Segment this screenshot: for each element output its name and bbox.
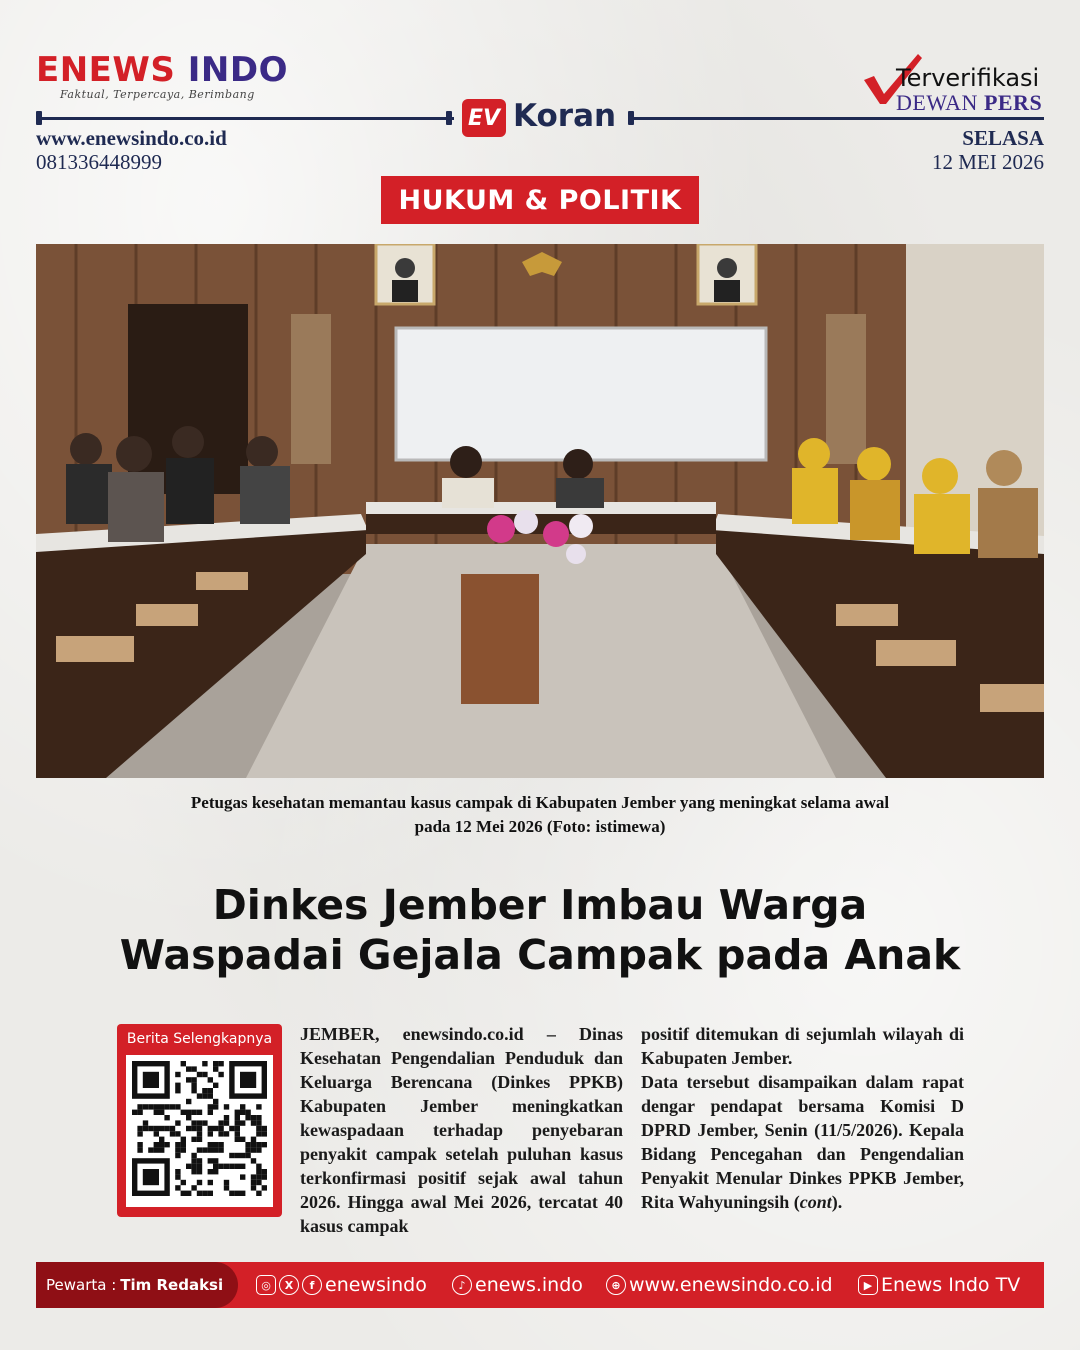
- rule-cap-mid-right: [628, 111, 634, 125]
- article-p2-text: Data tersebut disampaikan dalam rapat dengar pendapat bersama Komisi D DPRD Jember, Senin (11/5/2026). Kepala Bidang Pencegahan dan Pengendalian Penyakit Menular Dinkes PPKB Jember, Rita Wahyuningsih (: [641, 1072, 964, 1212]
- article-column-2-p2: [641, 1070, 964, 1214]
- reporter-tag: [36, 1262, 238, 1308]
- header-rule-right: [628, 117, 1044, 120]
- header-phone: 081336448999: [36, 150, 162, 174]
- social-handle[interactable]: enewsindo: [325, 1274, 427, 1296]
- verified-by-part2: PERS: [983, 90, 1043, 115]
- edition-date: 12 MEI 2026: [932, 150, 1044, 174]
- reporter-name: Tim Redaksi: [120, 1276, 224, 1294]
- article-cont: cont: [799, 1192, 832, 1212]
- facebook-icon[interactable]: f: [302, 1275, 322, 1295]
- footer-website[interactable]: [606, 1262, 833, 1308]
- footer-website-text[interactable]: www.enewsindo.co.id: [629, 1274, 833, 1296]
- globe-icon[interactable]: ⊕: [606, 1275, 626, 1295]
- edition-day: SELASA: [962, 126, 1044, 150]
- article-column-1: JEMBER, enewsindo.co.id – Dinas Kesehatan Pengendalian Penduduk dan Keluarga Berencana (Dinkes PPKB) Kabupaten Jember meningkatkan kewaspadaan terhadap penyebaran penyakit campak setelah puluhan kasus terkonfirmasi positif sejak awal tahun 2026. Hingga awal Mei 2026, tercatat 40 kasus campak: [300, 1024, 623, 1236]
- verified-by: [896, 90, 1042, 116]
- headline: [40, 880, 1040, 980]
- youtube-channel[interactable]: Enews Indo TV: [881, 1274, 1021, 1296]
- caption-line2: pada 12 Mei 2026 (Foto: istimewa): [414, 817, 666, 836]
- article-p2-end: ).: [831, 1192, 843, 1212]
- rule-cap-left: [36, 111, 42, 125]
- qr-title: Berita Selengkapnya: [126, 1031, 273, 1047]
- footer-youtube[interactable]: [858, 1262, 1020, 1308]
- headline-line2: Waspadai Gejala Campak pada Anak: [119, 931, 961, 979]
- brand-logo: [36, 50, 288, 90]
- header-rule-left: [36, 117, 454, 120]
- rule-cap-mid-left: [446, 111, 452, 125]
- article-column-2: [641, 1022, 964, 1214]
- verified-label: Terverifikasi: [896, 64, 1040, 92]
- article-column-2-p1: positif ditemukan di sejumlah wilayah di Kabupaten Jember.: [641, 1024, 964, 1068]
- tiktok-icon[interactable]: ♪: [452, 1275, 472, 1295]
- header-website[interactable]: www.enewsindo.co.id: [36, 126, 227, 150]
- brand-part1: ENEWS: [36, 50, 176, 90]
- edition-logo: EV: [462, 99, 506, 137]
- headline-line1: Dinkes Jember Imbau Warga: [212, 881, 868, 929]
- instagram-icon[interactable]: ◎: [256, 1275, 276, 1295]
- tagline: Faktual, Terpercaya, Berimbang: [60, 88, 255, 101]
- news-photo: [36, 244, 1044, 778]
- caption-line1: Petugas kesehatan memantau kasus campak di Kabupaten Jember yang meningkat selama awal: [190, 793, 890, 812]
- qr-code-icon[interactable]: [126, 1055, 273, 1207]
- footer-social[interactable]: [256, 1262, 427, 1308]
- brand-part2: INDO: [187, 50, 288, 90]
- tiktok-handle[interactable]: enews.indo: [475, 1274, 583, 1296]
- verified-by-part1: DEWAN: [896, 90, 978, 115]
- youtube-icon[interactable]: ▶: [858, 1275, 878, 1295]
- reporter-label: Pewarta :: [46, 1276, 117, 1294]
- rubric-badge: HUKUM & POLITIK: [381, 176, 699, 224]
- photo-caption: [120, 791, 960, 839]
- x-icon[interactable]: X: [279, 1275, 299, 1295]
- edition-label: Koran: [513, 98, 617, 134]
- footer-tiktok[interactable]: [452, 1262, 583, 1308]
